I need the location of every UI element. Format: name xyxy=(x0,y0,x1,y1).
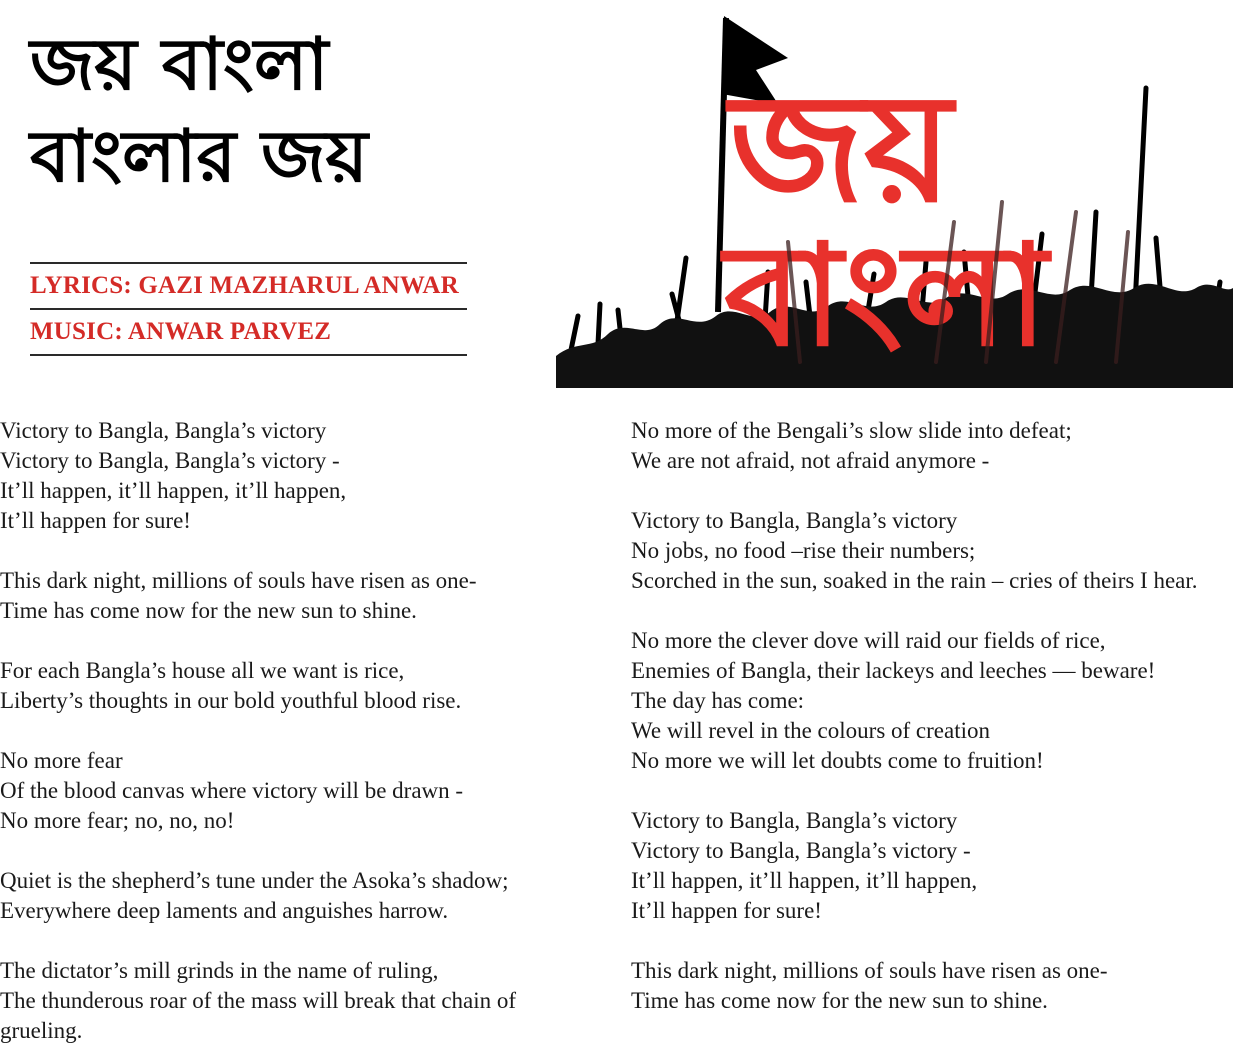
lyric-line: We will revel in the colours of creation xyxy=(631,718,990,743)
lyric-line: No more of the Bengali’s slow slide into defeat; xyxy=(631,418,1072,443)
stanza xyxy=(631,806,1231,926)
lyric-line: For each Bangla’s house all we want is rice, xyxy=(0,658,405,683)
lyric-line: No more fear; no, no, no! xyxy=(0,808,235,833)
stanza xyxy=(0,866,600,926)
lyric-line: Time has come now for the new sun to shine. xyxy=(631,988,1048,1013)
bengali-title xyxy=(30,18,530,202)
credits-rule-bottom xyxy=(30,354,467,356)
lyric-line: Victory to Bangla, Bangla’s victory xyxy=(631,508,958,533)
lyric-line: We are not afraid, not afraid anymore - xyxy=(631,448,990,473)
poster-word-bottom: বাংলা xyxy=(724,215,1048,378)
stanza xyxy=(0,746,600,836)
lyric-line: This dark night, millions of souls have risen as one- xyxy=(631,958,1108,983)
lyrics-credit: LYRICS: GAZI MAZHARUL ANWAR xyxy=(30,272,459,299)
lyric-line: It’ll happen for sure! xyxy=(0,508,191,533)
lyric-line: It’ll happen, it’ll happen, it’ll happen, xyxy=(0,478,347,503)
lyrics-right-column xyxy=(631,416,1231,1016)
lyric-line: Enemies of Bangla, their lackeys and leeches — beware! xyxy=(631,658,1156,683)
lyric-line: Scorched in the sun, soaked in the rain – cries of theirs I hear. xyxy=(631,568,1198,593)
lyric-line: The day has come: xyxy=(631,688,805,713)
stanza xyxy=(631,626,1231,776)
lyric-line: No more we will let doubts come to fruition! xyxy=(631,748,1044,773)
lyric-line: This dark night, millions of souls have risen as one- xyxy=(0,568,477,593)
lyric-line: No more fear xyxy=(0,748,123,773)
lyric-line: Victory to Bangla, Bangla’s victory - xyxy=(631,838,971,863)
stanza xyxy=(0,566,600,626)
stanza xyxy=(631,956,1231,1016)
lyric-line: Liberty’s thoughts in our bold youthful blood rise. xyxy=(0,688,462,713)
lyrics-left-column xyxy=(0,416,600,1046)
stanza xyxy=(0,656,600,716)
lyric-line: Victory to Bangla, Bangla’s victory - xyxy=(0,448,340,473)
lyric-line: The dictator’s mill grinds in the name of ruling, xyxy=(0,958,439,983)
stanza xyxy=(0,956,600,1046)
bengali-title-line-2: বাংলার জয় xyxy=(30,114,368,198)
bengali-title-line-1: জয় বাংলা xyxy=(30,22,329,106)
lyric-line: Quiet is the shepherd’s tune under the Asoka’s shadow; xyxy=(0,868,509,893)
stanza xyxy=(631,506,1231,596)
poster-illustration xyxy=(556,12,1233,388)
lyric-line: Of the blood canvas where victory will be drawn - xyxy=(0,778,464,803)
poster-word-top: জয় xyxy=(729,62,953,236)
lyric-line: Everywhere deep laments and anguishes harrow. xyxy=(0,898,449,923)
lyric-line: It’ll happen, it’ll happen, it’ll happen, xyxy=(631,868,978,893)
lyric-line: Victory to Bangla, Bangla’s victory xyxy=(0,418,327,443)
joy-bangla-poster xyxy=(556,12,1233,388)
lyric-line: Time has come now for the new sun to shine. xyxy=(0,598,417,623)
stanza xyxy=(631,416,1231,476)
lyric-line: It’ll happen for sure! xyxy=(631,898,822,923)
music-credit: MUSIC: ANWAR PARVEZ xyxy=(30,318,332,345)
lyric-line: Victory to Bangla, Bangla’s victory xyxy=(631,808,958,833)
lyric-line: The thunderous roar of the mass will break that chain of grueling. xyxy=(0,988,517,1043)
lyric-line: No more the clever dove will raid our fields of rice, xyxy=(631,628,1106,653)
stanza xyxy=(0,416,600,536)
lyric-line: No jobs, no food –rise their numbers; xyxy=(631,538,976,563)
credits-block xyxy=(30,262,467,356)
